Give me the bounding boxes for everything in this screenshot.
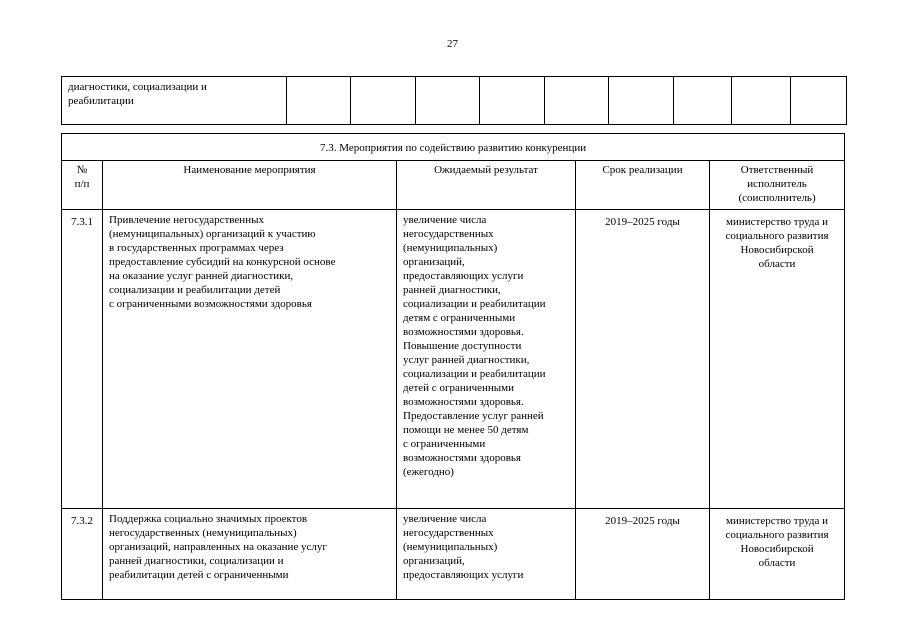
header-term: Срок реализации (576, 161, 710, 210)
empty-cell (609, 77, 674, 125)
empty-cell (416, 77, 480, 125)
activities-table (61, 133, 845, 600)
row-result: увеличение числа негосударственных (немуниципальных) организаций, предоставляющих услуги ранней диагностики, социализации и реабилитации детям с ограниченными возможностями здоровья. Повышение доступности услуг ранней диагностики, социализации и реабилитации детей с ограниченными возможностями здоровья. Предоставление услуг ранней помощи не менее 50 детям с ограниченными возможностями здоровья (ежегодно) (397, 210, 576, 509)
row-term: 2019–2025 годы (576, 210, 710, 509)
page-number: 27 (447, 38, 458, 50)
row-responsible: министерство труда и социального развития Новосибирской области (710, 210, 845, 509)
table-row (62, 77, 847, 125)
empty-cell (545, 77, 609, 125)
empty-cell (351, 77, 416, 125)
row-responsible: министерство труда и социального развития Новосибирской области (710, 509, 845, 600)
empty-cell (791, 77, 847, 125)
row-name: Поддержка социально значимых проектов негосударственных (немуниципальных) организаций, направленных на оказание услуг ранней диагностики, социализации и реабилитации детей с ограниченными (103, 509, 397, 600)
empty-cell (287, 77, 351, 125)
header-row (62, 161, 845, 210)
section-title: 7.3. Мероприятия по содействию развитию конкуренции (62, 134, 845, 161)
header-responsible: Ответственный исполнитель (соисполнитель) (710, 161, 845, 210)
previous-table-fragment (61, 76, 847, 125)
header-name: Наименование мероприятия (103, 161, 397, 210)
empty-cell (674, 77, 732, 125)
row-name: Привлечение негосударственных (немуниципальных) организаций к участию в государственных программах через предоставление субсидий на конкурсной основе на оказание услуг ранней диагностики, социализации и реабилитации детей с ограниченными возможностями здоровья (103, 210, 397, 509)
row-term: 2019–2025 годы (576, 509, 710, 600)
row-num: 7.3.2 (62, 509, 103, 600)
empty-cell (732, 77, 791, 125)
section-title-row (62, 134, 845, 161)
table-row (62, 509, 845, 600)
header-num: № п/п (62, 161, 103, 210)
header-result: Ожидаемый результат (397, 161, 576, 210)
empty-cell (480, 77, 545, 125)
table-row (62, 210, 845, 509)
row-result: увеличение числа негосударственных (немуниципальных) организаций, предоставляющих услуги (397, 509, 576, 600)
prev-table-first-cell: диагностики, социализации и реабилитации (62, 77, 287, 125)
row-num: 7.3.1 (62, 210, 103, 509)
